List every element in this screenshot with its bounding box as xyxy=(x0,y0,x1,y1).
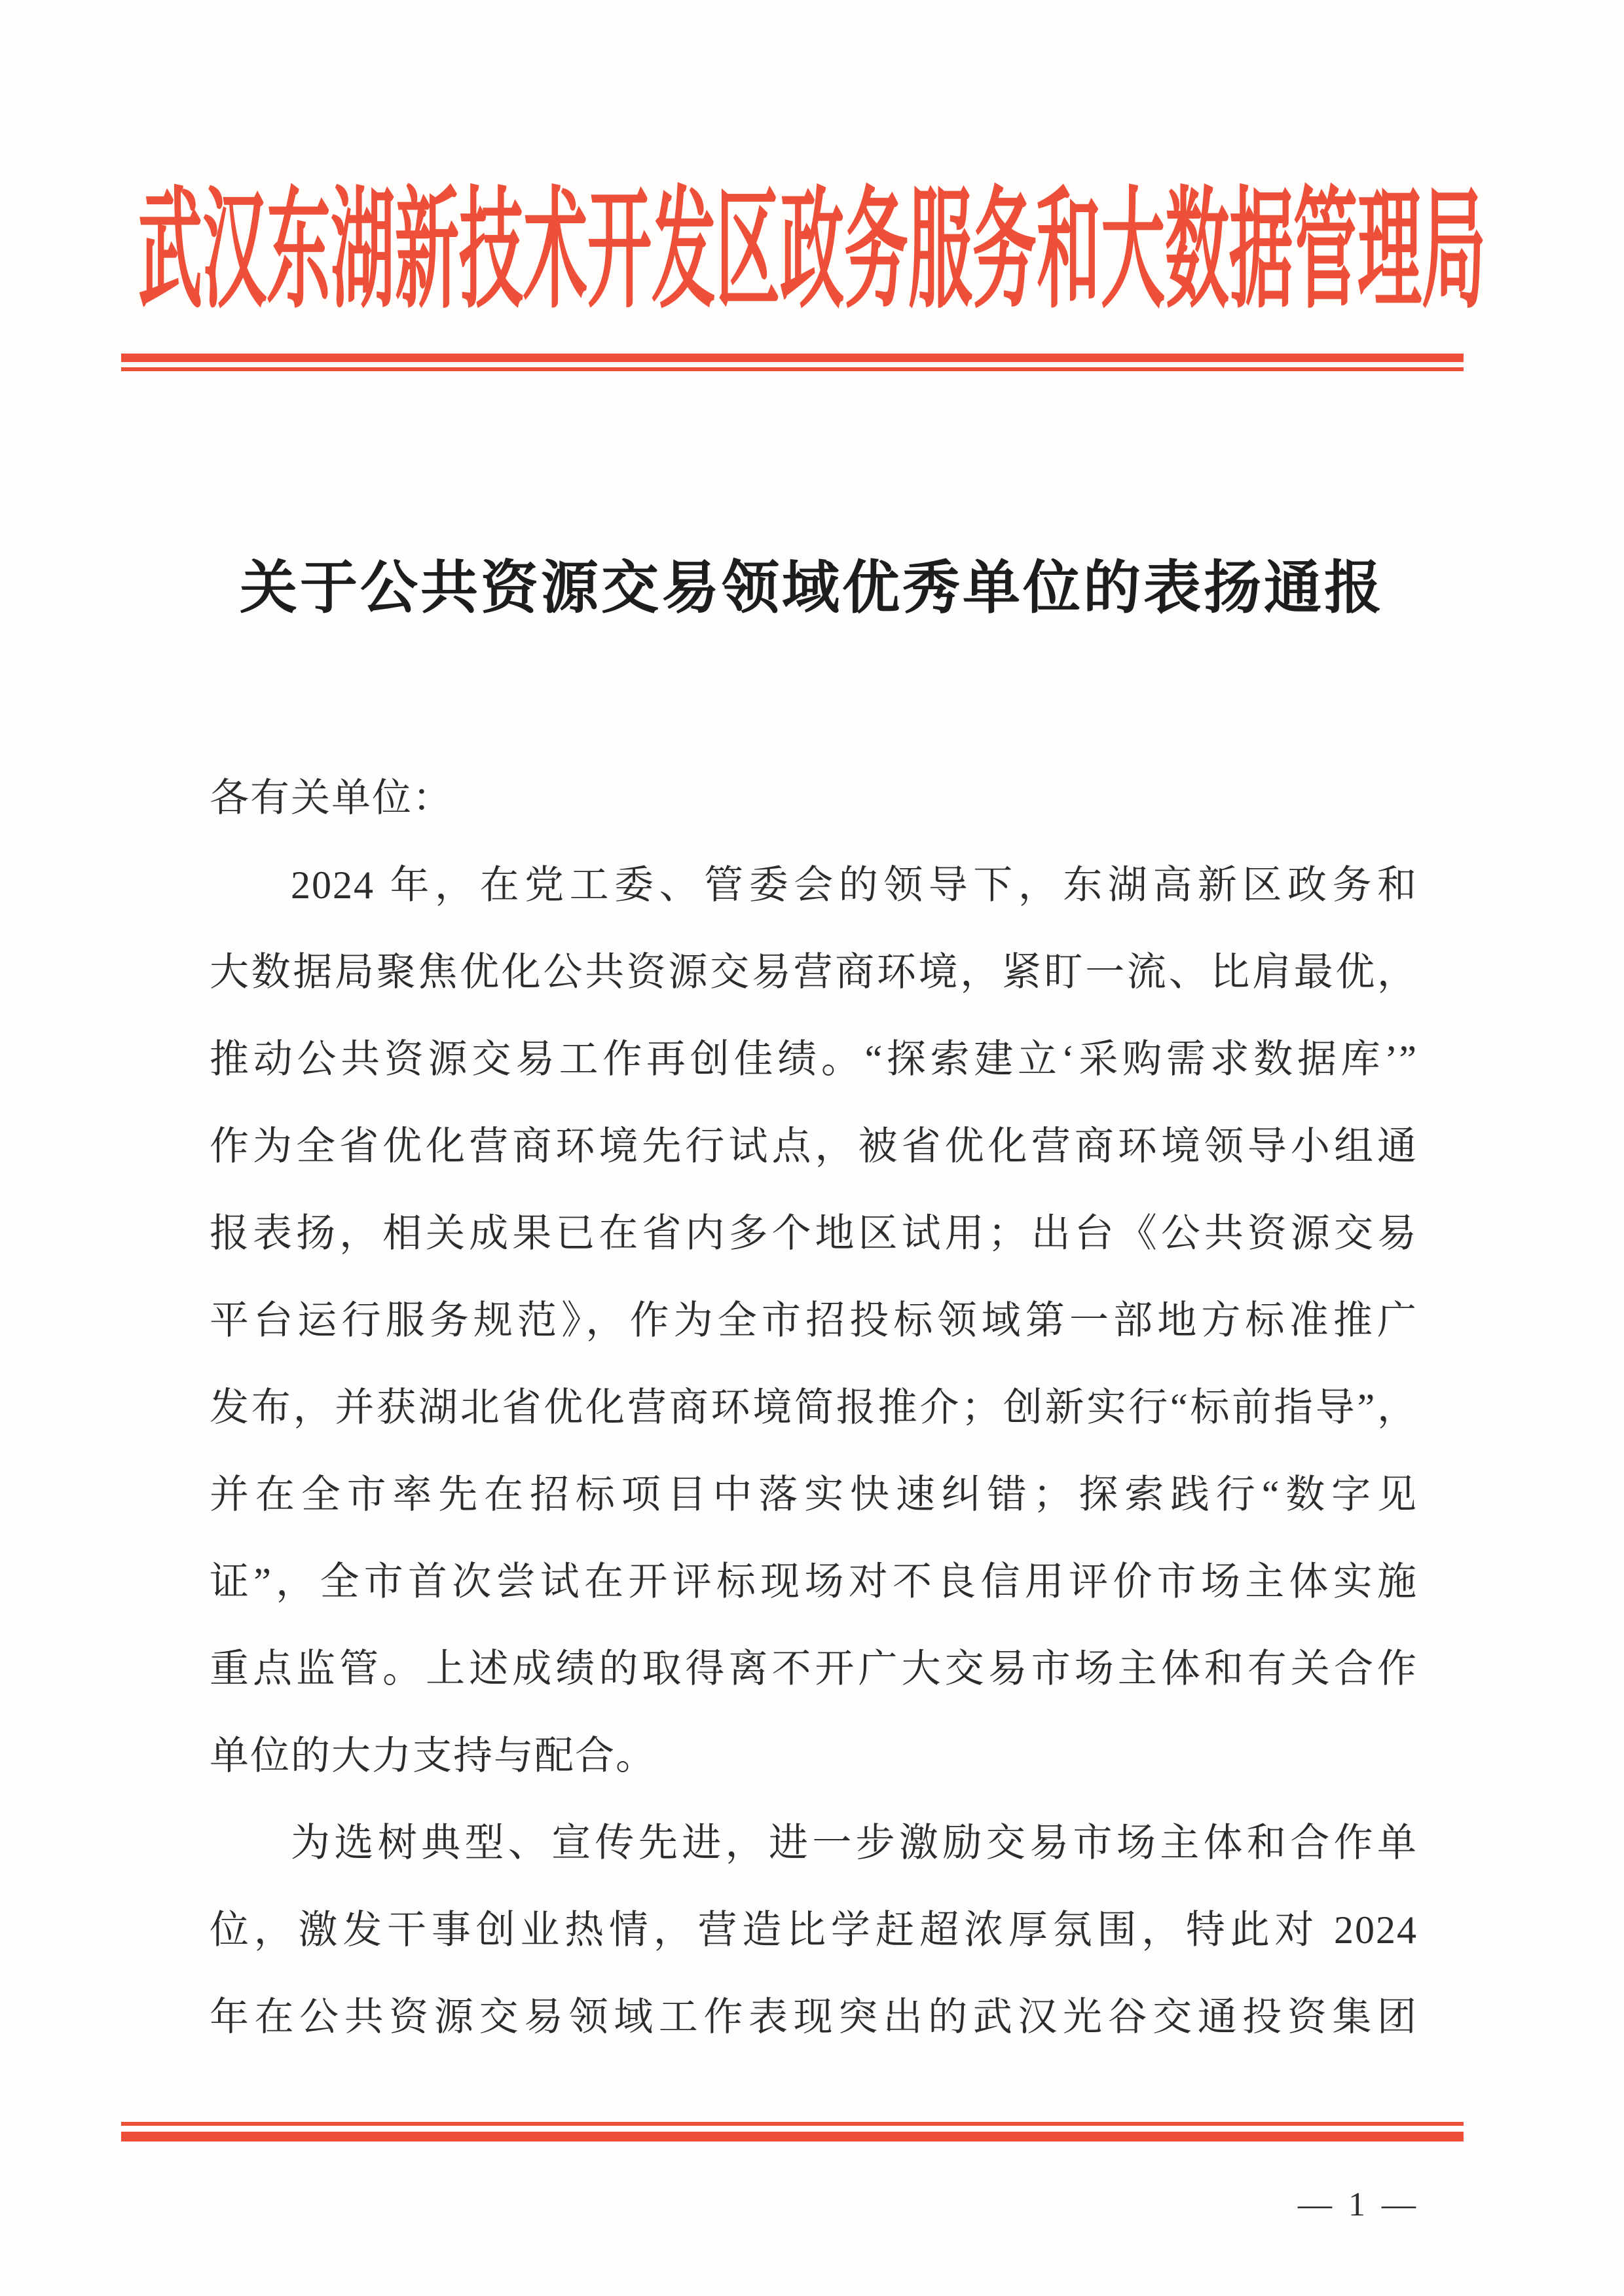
body-text xyxy=(210,755,1418,2061)
body-line: 大数据局聚焦优化公共资源交易营商环境，紧盯一流、比肩最优， xyxy=(210,951,1418,994)
body-line: 证”，全市首次尝试在开评标现场对不良信用评价市场主体实施 xyxy=(210,1560,1418,1603)
footer-rule-thick xyxy=(121,2132,1464,2141)
body-line: 发布，并获湖北省优化营商环境简报推介；创新实行“标前指导”， xyxy=(210,1386,1418,1429)
body-line: 平台运行服务规范》，作为全市招投标领域第一部地方标准推广 xyxy=(210,1299,1418,1342)
footer-rule-thin xyxy=(121,2122,1464,2126)
body-line: 推动公共资源交易工作再创佳绩。“探索建立‘采购需求数据库’” xyxy=(210,1038,1418,1081)
body-line: 年在公共资源交易领域工作表现突出的武汉光谷交通投资集团 xyxy=(210,1995,1418,2039)
body-line: 并在全市率先在招标项目中落实快速纠错；探索践行“数字见 xyxy=(210,1473,1418,1516)
body-line: 报表扬，相关成果已在省内多个地区试用；出台《公共资源交易 xyxy=(210,1212,1418,1255)
document-title: 关于公共资源交易领域优秀单位的表扬通报 xyxy=(239,557,1384,621)
letterhead-rule-thin xyxy=(121,367,1464,371)
body-lines xyxy=(210,842,1418,2061)
body-line: 2024 年，在党工委、管委会的领导下，东湖高新区政务和 xyxy=(291,864,1418,907)
body-line: 作为全省优化营商环境先行试点，被省优化营商环境领导小组通 xyxy=(210,1125,1418,1168)
salutation-line: 各有关单位： xyxy=(210,776,453,820)
body-line: 重点监管。上述成绩的取得离不开广大交易市场主体和有关合作 xyxy=(210,1647,1418,1690)
body-line: 单位的大力支持与配合。 xyxy=(210,1734,656,1777)
letterhead-rule-thick xyxy=(121,354,1464,362)
page-number: — 1 — xyxy=(1298,2186,1420,2223)
body-line: 位，激发干事创业热情，营造比学赶超浓厚氛围，特此对 2024 xyxy=(210,1908,1418,1952)
letterhead-org-name: 武汉东湖新技术开发区政务服务和大数据管理局 xyxy=(138,179,1486,324)
body-line: 为选树典型、宣传先进，进一步激励交易市场主体和合作单 xyxy=(291,1821,1418,1865)
